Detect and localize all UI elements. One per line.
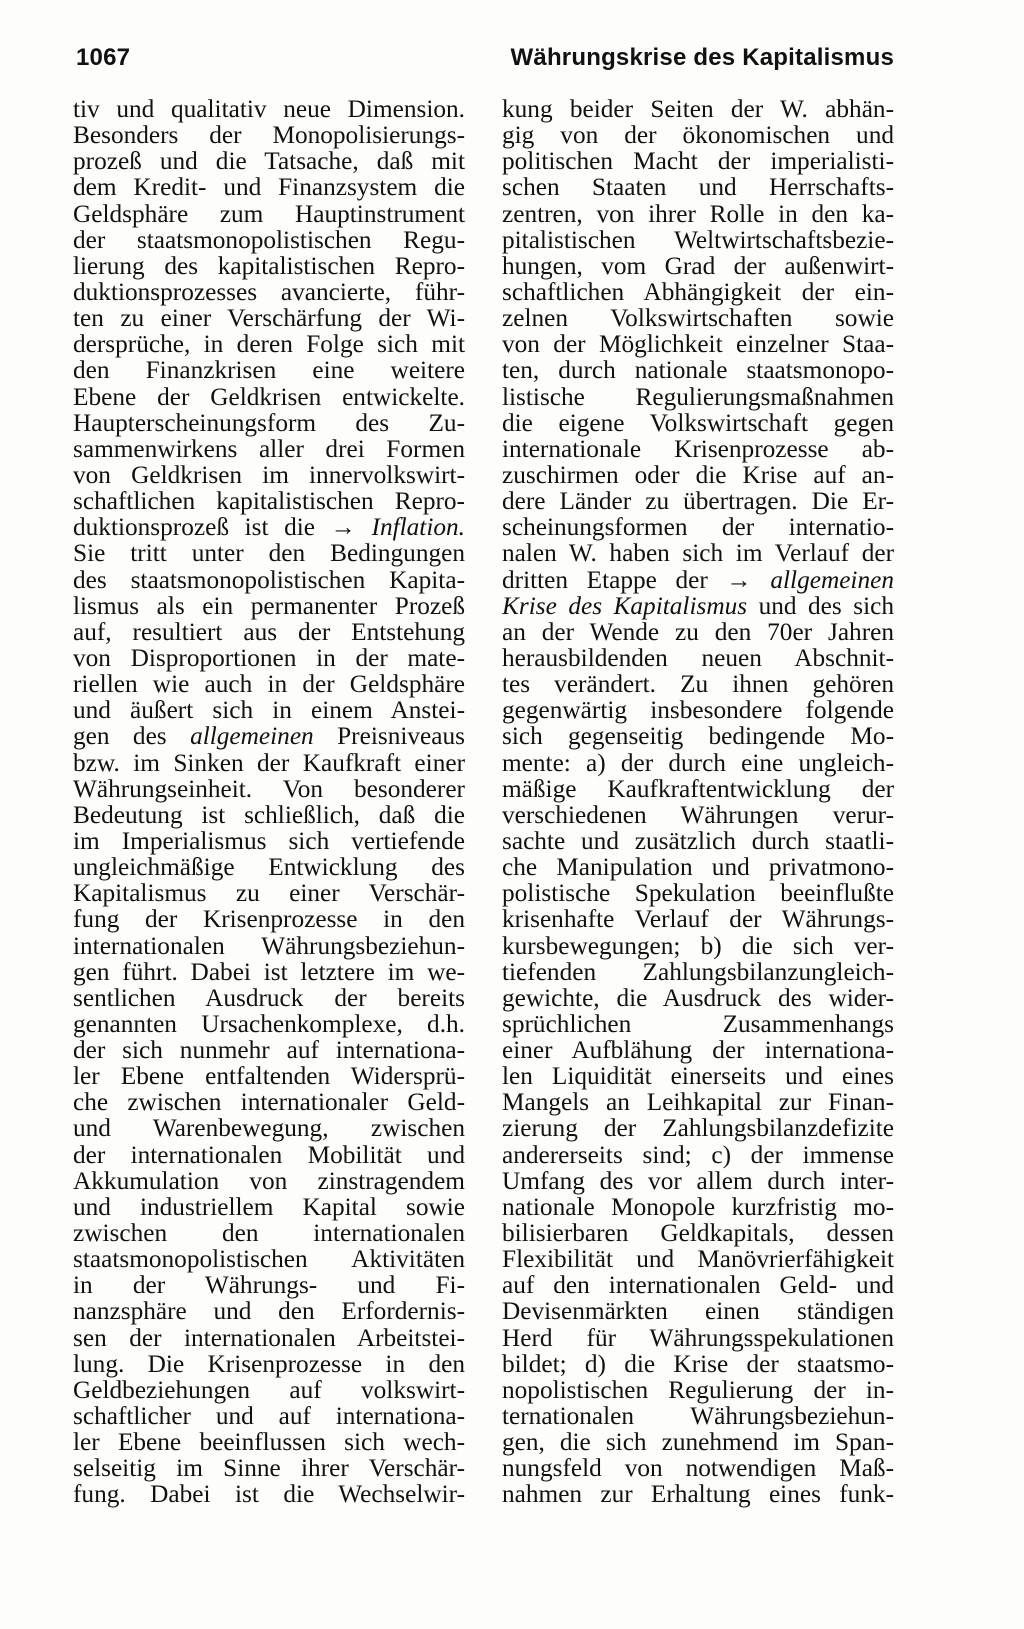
text-line: Herd für Währungsspekulationen bbox=[502, 1323, 894, 1352]
text-line: der internationalen Mobilität und bbox=[73, 1140, 465, 1169]
running-head-title: Währungskrise des Kapitalismus bbox=[510, 44, 894, 71]
text-line: che Manipulation und privatmono- bbox=[502, 853, 894, 882]
text-line: sen der internationalen Arbeitstei- bbox=[73, 1323, 465, 1352]
text-line: verschiedenen Währungen verur- bbox=[502, 800, 894, 829]
text-line: gen, die sich zunehmend im Span- bbox=[502, 1428, 894, 1457]
text-line: auf, resultiert aus der Entstehung bbox=[73, 617, 465, 646]
text-line: lung. Die Krisenprozesse in den bbox=[73, 1349, 465, 1378]
text-line: zierung der Zahlungsbilanzdefizite bbox=[502, 1114, 894, 1143]
text-line: den Finanzkrisen eine weitere bbox=[73, 356, 465, 385]
text-line: Kapitalismus zu einer Verschär- bbox=[73, 879, 465, 908]
text-line: gig von der ökonomischen und bbox=[502, 121, 894, 150]
text-line: zentren, von ihrer Rolle in den ka- bbox=[502, 199, 894, 228]
text-line: Geldbeziehungen auf volkswirt- bbox=[73, 1375, 465, 1404]
text-line: sprüchlichen Zusammenhangs bbox=[502, 1009, 894, 1038]
right-text-column bbox=[502, 96, 894, 1508]
text-line: ternationalen Währungsbeziehun- bbox=[502, 1402, 894, 1431]
text-line: politischen Macht der imperialisti- bbox=[502, 147, 894, 176]
text-line: des staatsmonopolistischen Kapita- bbox=[73, 565, 465, 594]
text-line: duktionsprozeß ist die → Inflation. bbox=[73, 513, 465, 542]
text-line: hungen, vom Grad der außenwirt- bbox=[502, 251, 894, 280]
text-line: ler Ebene entfaltenden Widersprü- bbox=[73, 1062, 465, 1091]
text-line: und Warenbewegung, zwischen bbox=[73, 1114, 465, 1143]
text-line: mente: a) der durch eine ungleich- bbox=[502, 748, 894, 777]
text-line: schaftlicher und auf internationa- bbox=[73, 1402, 465, 1431]
text-line: der staatsmonopolistischen Regu- bbox=[73, 225, 465, 254]
text-line: scheinungsformen der internatio- bbox=[502, 513, 894, 542]
text-line: kursbewegungen; b) die sich ver- bbox=[502, 931, 894, 960]
text-line: gegenwärtig insbesondere folgende bbox=[502, 696, 894, 725]
text-line: einer Aufblähung der internationa- bbox=[502, 1036, 894, 1065]
text-line: Mangels an Leihkapital zur Finan- bbox=[502, 1088, 894, 1117]
text-line: dere Länder zu übertragen. Die Er- bbox=[502, 487, 894, 516]
text-line: che zwischen internationaler Geld- bbox=[73, 1088, 465, 1117]
text-line: zwischen den internationalen bbox=[73, 1219, 465, 1248]
text-line: auf den internationalen Geld- und bbox=[502, 1271, 894, 1300]
text-line: tiv und qualitativ neue Dimension. bbox=[73, 95, 465, 123]
text-line: an der Wende zu den 70er Jahren bbox=[502, 617, 894, 646]
text-line: staatsmonopolistischen Aktivitäten bbox=[73, 1245, 465, 1274]
text-line: sammenwirkens aller drei Formen bbox=[73, 434, 465, 463]
text-line: sachte und zusätzlich durch staatli- bbox=[502, 826, 894, 855]
text-line: lierung des kapitalistischen Repro- bbox=[73, 251, 465, 280]
text-line: nahmen zur Erhaltung eines funk- bbox=[502, 1480, 894, 1509]
text-line: nanzsphäre und den Erfordernis- bbox=[73, 1297, 465, 1326]
running-head bbox=[76, 44, 894, 78]
text-line: bilisierbaren Geldkapitals, dessen bbox=[502, 1219, 894, 1248]
text-line: kung beider Seiten der W. abhän- bbox=[502, 95, 894, 123]
text-line: lismus als ein permanenter Prozeß bbox=[73, 591, 465, 620]
text-line: tiefenden Zahlungsbilanzungleich- bbox=[502, 957, 894, 986]
text-line: dersprüche, in deren Folge sich mit bbox=[73, 330, 465, 359]
text-line: mäßige Kaufkraftentwicklung der bbox=[502, 774, 894, 803]
text-line: Sie tritt unter den Bedingungen bbox=[73, 539, 465, 568]
text-line: ungleichmäßige Entwicklung des bbox=[73, 853, 465, 882]
text-line: von Disproportionen in der mate- bbox=[73, 643, 465, 672]
text-line: im Imperialismus sich vertiefende bbox=[73, 826, 465, 855]
text-line: schen Staaten und Herrschafts- bbox=[502, 173, 894, 202]
text-line: Bedeutung ist schließlich, daß die bbox=[73, 800, 465, 829]
left-text-column bbox=[73, 96, 465, 1508]
text-line: nungsfeld von notwendigen Maß- bbox=[502, 1454, 894, 1483]
text-line: selseitig im Sinne ihrer Verschär- bbox=[73, 1454, 465, 1483]
text-line: nopolistischen Regulierung der in- bbox=[502, 1375, 894, 1404]
text-line: nationale Monopole kurzfristig mo- bbox=[502, 1192, 894, 1221]
text-line: Krise des Kapitalismus und des sich bbox=[502, 591, 894, 620]
text-line: zuschirmen oder die Krise auf an- bbox=[502, 460, 894, 489]
text-line: herausbildenden neuen Abschnit- bbox=[502, 643, 894, 672]
text-line: internationalen Währungsbeziehun- bbox=[73, 931, 465, 960]
text-line: sentlichen Ausdruck der bereits bbox=[73, 983, 465, 1012]
text-line: Haupterscheinungsform des Zu- bbox=[73, 408, 465, 437]
text-line: fung der Krisenprozesse in den bbox=[73, 905, 465, 934]
text-line: duktionsprozesses avancierte, führ- bbox=[73, 277, 465, 306]
text-line: Akkumulation von zinstragendem bbox=[73, 1166, 465, 1195]
text-line: internationale Krisenprozesse ab- bbox=[502, 434, 894, 463]
text-line: Besonders der Monopolisierungs- bbox=[73, 121, 465, 150]
text-line: und äußert sich in einem Anstei- bbox=[73, 696, 465, 725]
text-line: gen des allgemeinen Preisniveaus bbox=[73, 722, 465, 751]
text-line: andererseits sind; c) der immense bbox=[502, 1140, 894, 1169]
text-line: Devisenmärkten einen ständigen bbox=[502, 1297, 894, 1326]
text-line: die eigene Volkswirtschaft gegen bbox=[502, 408, 894, 437]
text-line: bzw. im Sinken der Kaufkraft einer bbox=[73, 748, 465, 777]
text-line: in der Währungs- und Fi- bbox=[73, 1271, 465, 1300]
text-line: Flexibilität und Manövrierfähigkeit bbox=[502, 1245, 894, 1274]
text-line: bildet; d) die Krise der staatsmo- bbox=[502, 1349, 894, 1378]
text-line: Währungseinheit. Von besonderer bbox=[73, 774, 465, 803]
text-line: tes verändert. Zu ihnen gehören bbox=[502, 670, 894, 699]
text-line: riellen wie auch in der Geldsphäre bbox=[73, 670, 465, 699]
text-line: genannten Ursachenkomplexe, d.h. bbox=[73, 1009, 465, 1038]
text-line: schaftlichen Abhängigkeit der ein- bbox=[502, 277, 894, 306]
text-line: Umfang des vor allem durch inter- bbox=[502, 1166, 894, 1195]
page-number: 1067 bbox=[76, 44, 131, 71]
text-line: nalen W. haben sich im Verlauf der bbox=[502, 539, 894, 568]
text-line: von Geldkrisen im innervolkswirt- bbox=[73, 460, 465, 489]
text-line: Geldsphäre zum Hauptinstrument bbox=[73, 199, 465, 228]
text-line: listische Regulierungsmaßnahmen bbox=[502, 382, 894, 411]
text-line: ten, durch nationale staatsmonopo- bbox=[502, 356, 894, 385]
text-line: len Liquidität einerseits und eines bbox=[502, 1062, 894, 1091]
text-line: dritten Etappe der → allgemeinen bbox=[502, 565, 894, 594]
text-line: gen führt. Dabei ist letztere im we- bbox=[73, 957, 465, 986]
text-line: ten zu einer Verschärfung der Wi- bbox=[73, 304, 465, 333]
text-line: ler Ebene beeinflussen sich wech- bbox=[73, 1428, 465, 1457]
text-line: polistische Spekulation beeinflußte bbox=[502, 879, 894, 908]
text-line: schaftlichen kapitalistischen Repro- bbox=[73, 487, 465, 516]
text-line: fung. Dabei ist die Wechselwir- bbox=[73, 1480, 465, 1509]
text-line: krisenhafte Verlauf der Währungs- bbox=[502, 905, 894, 934]
text-line: pitalistischen Weltwirtschaftsbezie- bbox=[502, 225, 894, 254]
text-line: von der Möglichkeit einzelner Staa- bbox=[502, 330, 894, 359]
text-line: sich gegenseitig bedingende Mo- bbox=[502, 722, 894, 751]
text-line: der sich nunmehr auf internationa- bbox=[73, 1036, 465, 1065]
text-line: dem Kredit- und Finanzsystem die bbox=[73, 173, 465, 202]
text-line: zelnen Volkswirtschaften sowie bbox=[502, 304, 894, 333]
text-line: gewichte, die Ausdruck des wider- bbox=[502, 983, 894, 1012]
text-line: Ebene der Geldkrisen entwickelte. bbox=[73, 382, 465, 411]
text-line: und industriellem Kapital sowie bbox=[73, 1192, 465, 1221]
text-line: prozeß und die Tatsache, daß mit bbox=[73, 147, 465, 176]
